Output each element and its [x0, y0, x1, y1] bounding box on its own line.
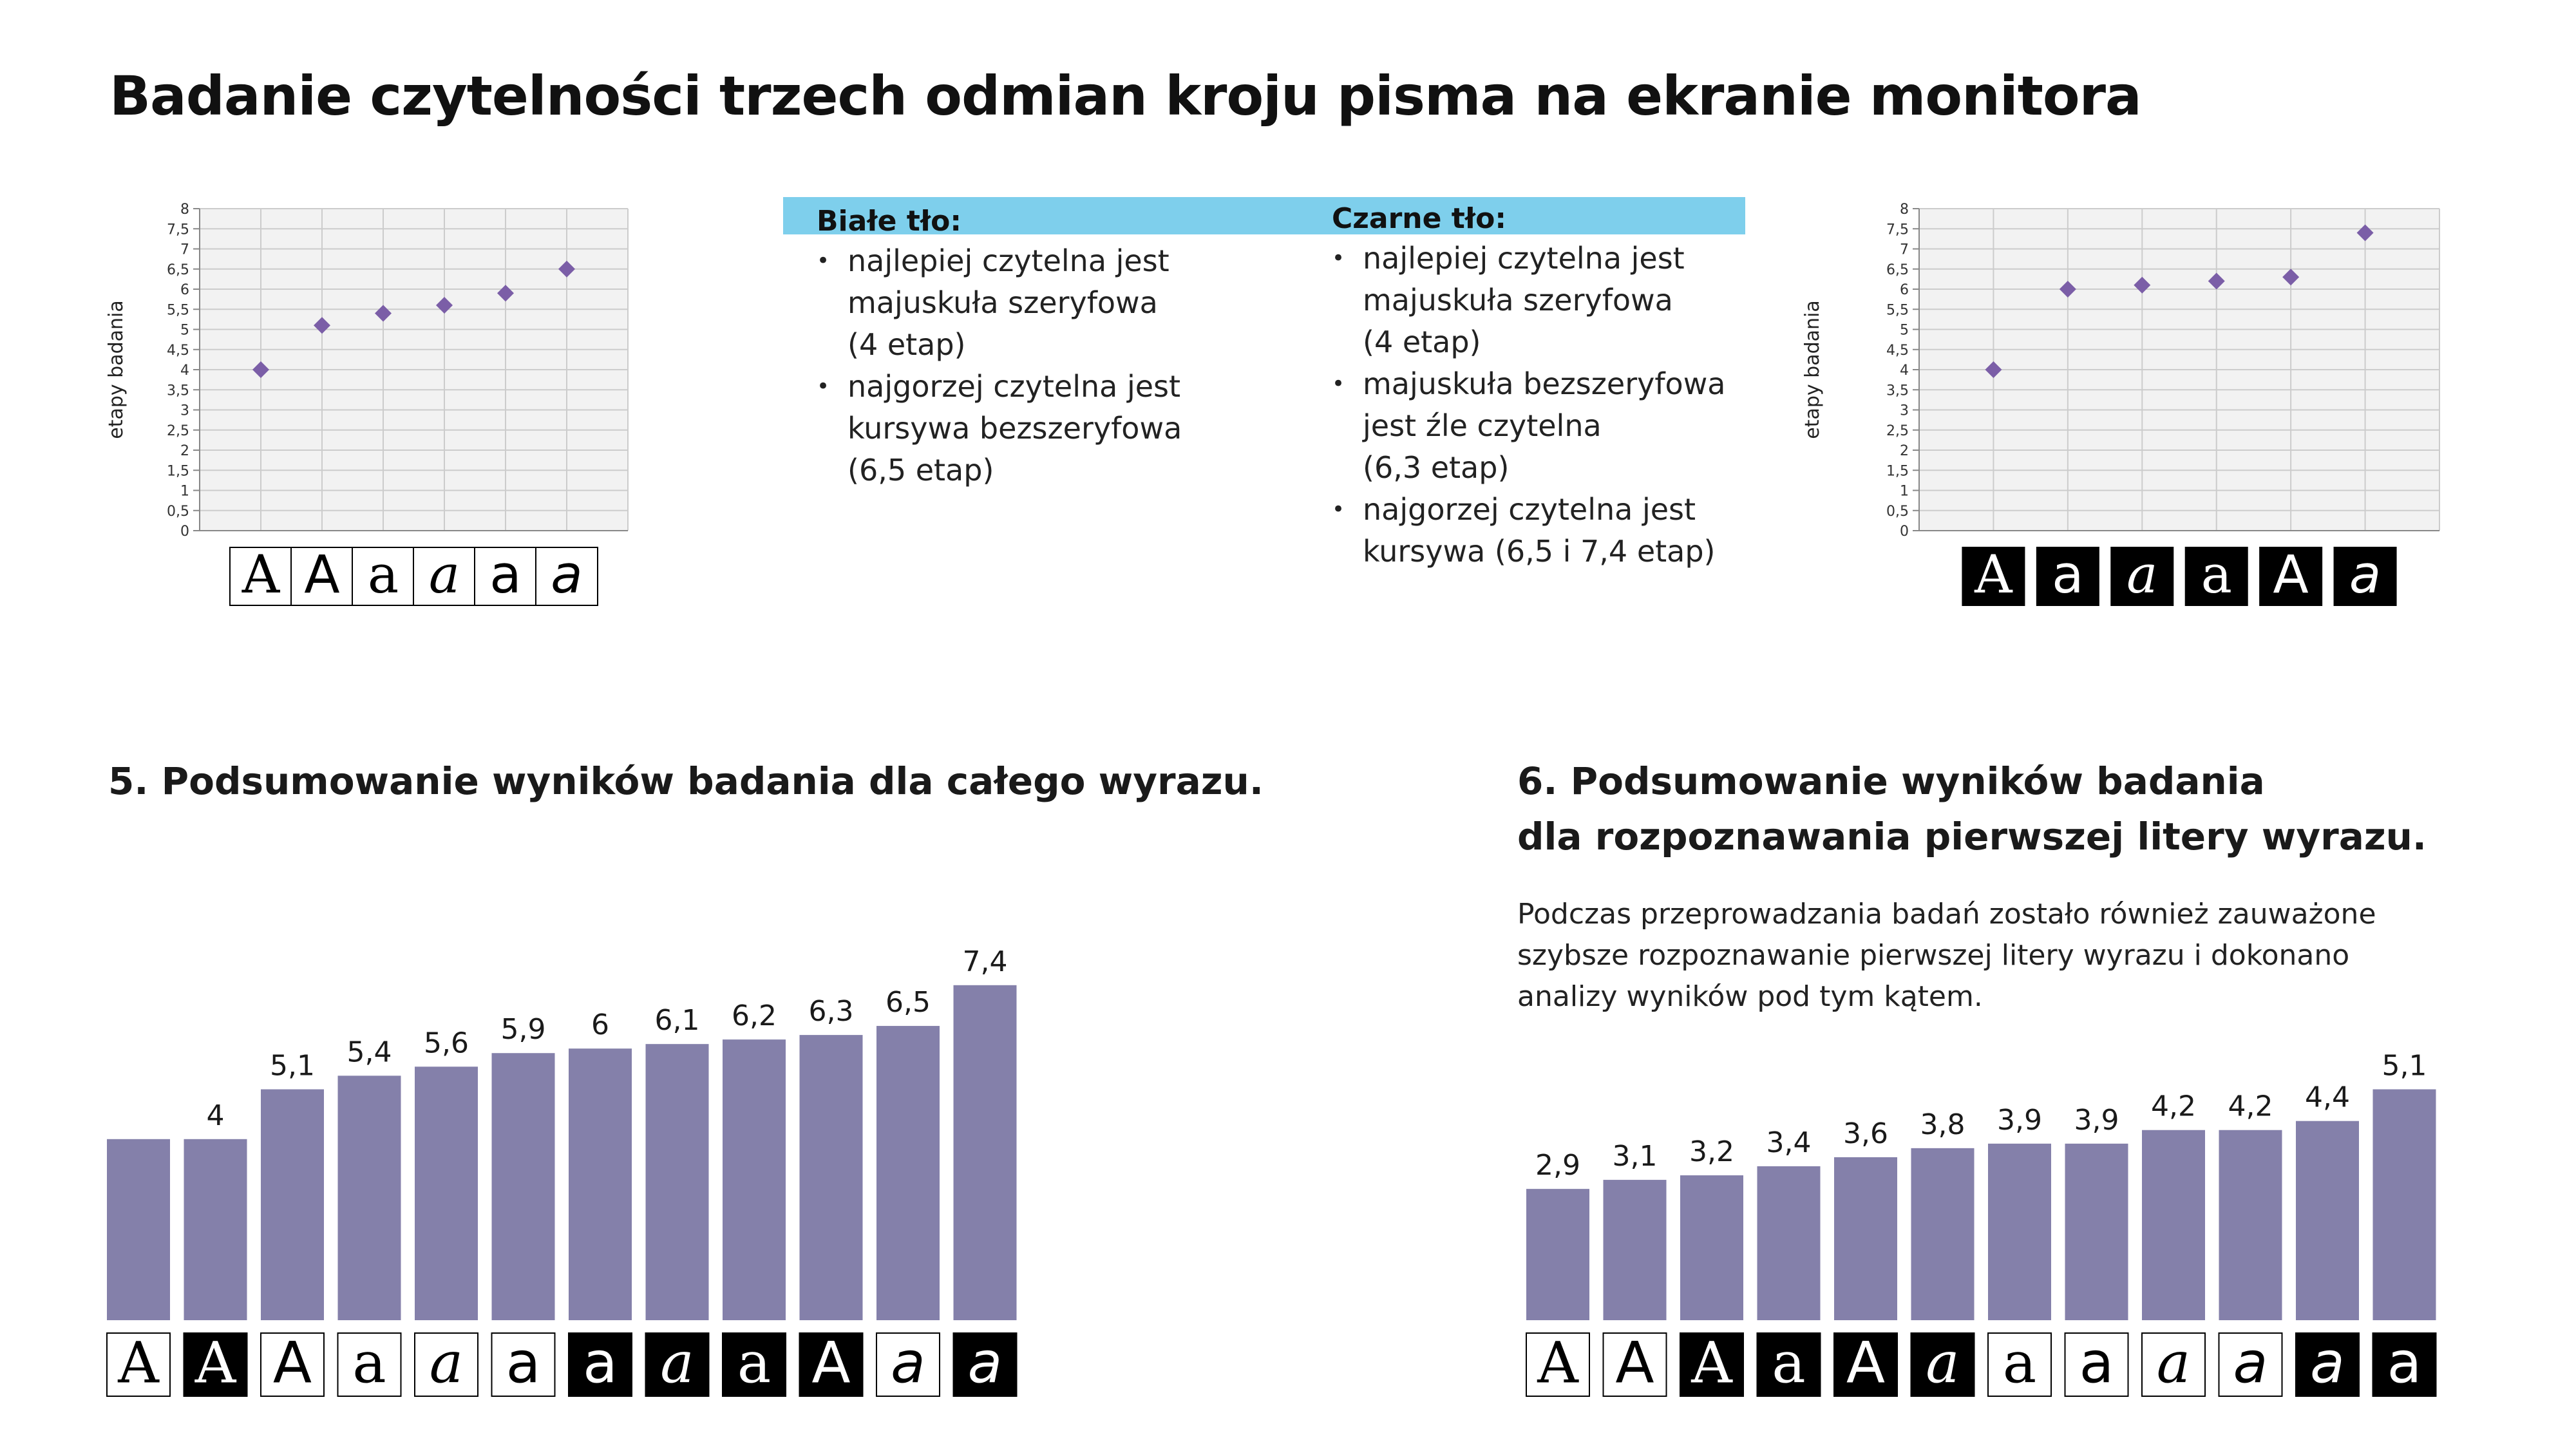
bar [415, 1066, 478, 1320]
bar [2373, 1089, 2436, 1320]
legend-white-column [817, 205, 1306, 491]
glyph-tile [291, 545, 353, 605]
glyph-tile [2186, 545, 2248, 605]
section6-title-line-2: dla rozpoznawania pierwszej litery wyrazu. [1517, 815, 2427, 858]
bar-value-label: 3,1 [1612, 1140, 1658, 1173]
tile-glyph: A [304, 545, 340, 606]
section6-description [1517, 894, 2483, 1018]
tile-glyph: a [2201, 545, 2232, 606]
y-tick-label: 2,5 [1886, 422, 1909, 439]
tile-glyph: A [2273, 545, 2309, 606]
y-tick-label: 4 [180, 363, 189, 379]
bar [2065, 1144, 2128, 1320]
bar [1988, 1144, 2051, 1320]
bar [2219, 1130, 2282, 1320]
tile-glyph: A [1537, 1329, 1578, 1396]
tile-glyph: a [551, 545, 583, 606]
tile-glyph: a [891, 1329, 925, 1396]
bar [492, 1053, 555, 1320]
bar [2296, 1121, 2359, 1320]
y-axis-label: etapy badania [105, 300, 128, 439]
bar-value-label: 7,4 [962, 945, 1008, 978]
y-tick-label: 6 [180, 282, 189, 298]
section6-title-line-1: 6. Podsumowanie wyników badania [1517, 759, 2265, 803]
bar [569, 1048, 632, 1320]
bar-value-label: 3,2 [1689, 1135, 1734, 1169]
bar-value-label: 6,2 [732, 999, 777, 1033]
bar [2142, 1130, 2205, 1320]
bar-value-label: 3,9 [1997, 1103, 2042, 1137]
bar [1680, 1175, 1743, 1320]
y-tick-label: 5 [180, 322, 189, 339]
bar [954, 985, 1017, 1320]
legend-white-item-line: (4 etap) [848, 327, 966, 362]
glyph-tile [2219, 1329, 2282, 1396]
glyph-tile [1834, 1329, 1897, 1396]
glyph-tile [569, 1329, 632, 1396]
legend-white-list [817, 240, 1306, 491]
y-tick-label: 6,5 [167, 261, 189, 278]
bar [184, 1139, 247, 1320]
glyph-tile [2142, 1329, 2205, 1396]
y-tick-label: 5,5 [1886, 302, 1909, 319]
y-tick-label: 1,5 [167, 463, 189, 480]
bar-chart-whole-word [97, 934, 1037, 1410]
legend-black-item-line: (4 etap) [1363, 325, 1481, 359]
y-tick-label: 7,5 [1886, 222, 1909, 238]
glyph-tile [1604, 1329, 1667, 1396]
tile-glyph: A [1615, 1329, 1654, 1396]
tile-glyph: A [242, 545, 280, 606]
y-tick-label: 4 [1900, 363, 1909, 379]
glyph-tile [1757, 1329, 1821, 1396]
y-tick-label: 6,5 [1886, 261, 1909, 278]
section6-description-line-3: analizy wyników pod tym kątem. [1517, 980, 1983, 1013]
glyph-tile [413, 545, 475, 605]
bar [800, 1035, 863, 1320]
legend-black-list [1332, 238, 1783, 573]
glyph-tile [2065, 1329, 2128, 1396]
legend-black-item [1332, 489, 1783, 573]
glyph-tile [954, 1329, 1017, 1396]
glyph-tile [475, 545, 536, 605]
glyph-tile [261, 1329, 324, 1396]
tile-glyph: a [429, 1329, 464, 1396]
bar [646, 1044, 709, 1320]
glyph-tile [338, 1329, 401, 1396]
tile-glyph: a [352, 1329, 386, 1396]
glyph-tile [723, 1329, 786, 1396]
tile-glyph: a [2156, 1329, 2191, 1396]
bar-value-label: 6 [591, 1009, 609, 1042]
legend-black-item-line: • majuskuła bezszeryfowa [1363, 366, 1726, 401]
tile-glyph: A [118, 1329, 159, 1396]
tile-glyph: a [1772, 1329, 1806, 1396]
bar-value-label: 4,2 [2151, 1090, 2196, 1123]
scatter-chart-black-background [1797, 193, 2467, 618]
legend-black-item-line: • najlepiej czytelna jest [1363, 241, 1685, 276]
tile-glyph: a [737, 1329, 772, 1396]
legend-white-item-line: • najgorzej czytelna jest [848, 369, 1181, 404]
legend-white-item [817, 366, 1306, 491]
legend-white-item-line: kursywa bezszeryfowa [848, 411, 1182, 446]
tile-glyph: a [489, 545, 522, 606]
tile-glyph: a [2079, 1329, 2114, 1396]
legend-black-item-line: majuskuła szeryfowa [1363, 283, 1673, 317]
tile-glyph: a [367, 545, 399, 606]
bar-value-label: 5,1 [2382, 1049, 2427, 1083]
section6-description-line-2: szybsze rozpoznawanie pierwszej litery wyrazu i dokonano [1517, 939, 2350, 972]
glyph-tile [800, 1329, 863, 1396]
tile-glyph: a [660, 1329, 694, 1396]
glyph-tile [2373, 1329, 2436, 1396]
glyph-tile [2111, 545, 2173, 605]
y-tick-label: 5,5 [167, 302, 189, 319]
legend-black-column [1332, 202, 1783, 573]
tile-glyph: a [583, 1329, 618, 1396]
tile-glyph: a [967, 1329, 1003, 1396]
y-tick-label: 3,5 [1886, 383, 1909, 399]
section6-title [1517, 753, 2427, 864]
bar-value-label: 4,4 [2305, 1081, 2350, 1114]
tile-glyph: a [2349, 545, 2382, 606]
page-title: Badanie czytelności trzech odmian kroju pisma na ekranie monitora [109, 64, 2141, 128]
y-tick-label: 0 [180, 524, 189, 540]
section5-title: 5. Podsumowanie wyników badania dla całego wyrazu. [108, 759, 1264, 803]
y-tick-label: 8 [180, 202, 189, 218]
legend-black-item-line: (6,3 etap) [1363, 450, 1510, 485]
glyph-tile [1962, 545, 2024, 605]
bar [723, 1039, 786, 1320]
legend-white-item [817, 240, 1306, 366]
bar-value-label: 3,8 [1920, 1108, 1965, 1141]
tile-glyph: a [2052, 545, 2084, 606]
tile-glyph: a [428, 545, 460, 606]
bar-value-label: 5,1 [270, 1049, 315, 1083]
tile-glyph: A [811, 1329, 851, 1396]
y-tick-label: 3 [1900, 402, 1909, 419]
glyph-tile [492, 1329, 555, 1396]
tile-glyph: a [2002, 1329, 2037, 1396]
tile-glyph: a [2126, 545, 2158, 606]
bar-value-label: 6,3 [808, 995, 854, 1028]
y-tick-label: 6 [1900, 282, 1909, 298]
legend-white-item-line: • najlepiej czytelna jest [848, 243, 1170, 278]
glyph-tile [1526, 1329, 1589, 1396]
bar [107, 1139, 170, 1320]
bar [338, 1075, 401, 1320]
y-tick-label: 0,5 [1886, 503, 1909, 520]
y-tick-label: 8 [1900, 202, 1909, 218]
legend-black-item [1332, 238, 1783, 363]
glyph-tile [2260, 545, 2322, 605]
y-axis-label: etapy badania [1801, 300, 1824, 439]
tile-glyph: a [2387, 1329, 2422, 1396]
y-tick-label: 2,5 [167, 422, 189, 439]
glyph-tile [352, 545, 414, 605]
y-tick-label: 5 [1900, 322, 1909, 339]
glyph-tile [1911, 1329, 1975, 1396]
glyph-tile [107, 1329, 170, 1396]
tile-glyph: a [2233, 1329, 2268, 1396]
y-tick-label: 4,5 [167, 342, 189, 359]
y-tick-label: 2 [1900, 443, 1909, 459]
bar [261, 1089, 324, 1320]
glyph-tile [2334, 545, 2396, 605]
legend-white-item-line: majuskuła szeryfowa [848, 285, 1158, 320]
legend-black-item [1332, 363, 1783, 489]
section6-description-line-1: Podczas przeprowadzania badań zostało również zauważone [1517, 898, 2376, 931]
legend-white-item-line: (6,5 etap) [848, 453, 994, 488]
glyph-tile [230, 545, 292, 605]
bar-value-label: 3,9 [2074, 1103, 2119, 1137]
glyph-tile [876, 1329, 940, 1396]
tile-glyph: A [1975, 545, 2012, 606]
tile-glyph: A [1846, 1329, 1886, 1396]
glyph-tile [2296, 1329, 2359, 1396]
legend-black-item-line: jest źle czytelna [1363, 408, 1602, 443]
bar-value-label: 2,9 [1535, 1149, 1580, 1182]
legend-black-title: Czarne tło: [1332, 202, 1506, 235]
glyph-tile [536, 545, 598, 605]
legend-white-title: Białe tło: [817, 205, 961, 238]
y-tick-label: 0,5 [167, 503, 189, 520]
glyph-tile [1988, 1329, 2051, 1396]
y-tick-label: 4,5 [1886, 342, 1909, 359]
bar-value-label: 3,6 [1843, 1117, 1888, 1150]
y-tick-label: 7 [180, 242, 189, 258]
scatter-chart-white-background [103, 193, 747, 618]
legend-black-item-line: • najgorzej czytelna jest [1363, 492, 1696, 527]
bar-value-label: 5,6 [424, 1027, 469, 1060]
y-tick-label: 7 [1900, 242, 1909, 258]
y-tick-label: 1 [1900, 483, 1909, 500]
tile-glyph: A [272, 1329, 312, 1396]
y-tick-label: 0 [1900, 524, 1909, 540]
tile-glyph: A [1691, 1329, 1732, 1396]
y-tick-label: 1 [180, 483, 189, 500]
tile-glyph: A [194, 1329, 236, 1396]
bar-value-label: 4 [206, 1099, 225, 1132]
bar-value-label: 5,9 [500, 1013, 546, 1046]
bar [1757, 1166, 1821, 1320]
bar [1604, 1180, 1667, 1320]
y-tick-label: 3 [180, 402, 189, 419]
bar [1834, 1157, 1897, 1320]
y-tick-label: 1,5 [1886, 463, 1909, 480]
bar-chart-first-letter [1513, 1030, 2454, 1410]
glyph-tile [2037, 545, 2099, 605]
bar [876, 1026, 940, 1320]
bar-value-label: 5,4 [346, 1036, 392, 1069]
tile-glyph: a [506, 1329, 541, 1396]
legend-black-item-line: kursywa (6,5 i 7,4 etap) [1363, 534, 1716, 569]
bar-value-label: 4,2 [2228, 1090, 2273, 1123]
glyph-tile [1680, 1329, 1743, 1396]
y-tick-label: 2 [180, 443, 189, 459]
glyph-tile [646, 1329, 709, 1396]
bar-value-label: 6,5 [886, 986, 931, 1019]
glyph-tile [184, 1329, 247, 1396]
bar-value-label: 3,4 [1766, 1126, 1812, 1159]
tile-glyph: a [2310, 1329, 2345, 1396]
y-tick-label: 7,5 [167, 222, 189, 238]
y-tick-label: 3,5 [167, 383, 189, 399]
bar [1526, 1189, 1589, 1320]
tile-glyph: a [1926, 1329, 1960, 1396]
bar [1911, 1148, 1975, 1320]
glyph-tile [415, 1329, 478, 1396]
bar-value-label: 6,1 [654, 1004, 700, 1037]
